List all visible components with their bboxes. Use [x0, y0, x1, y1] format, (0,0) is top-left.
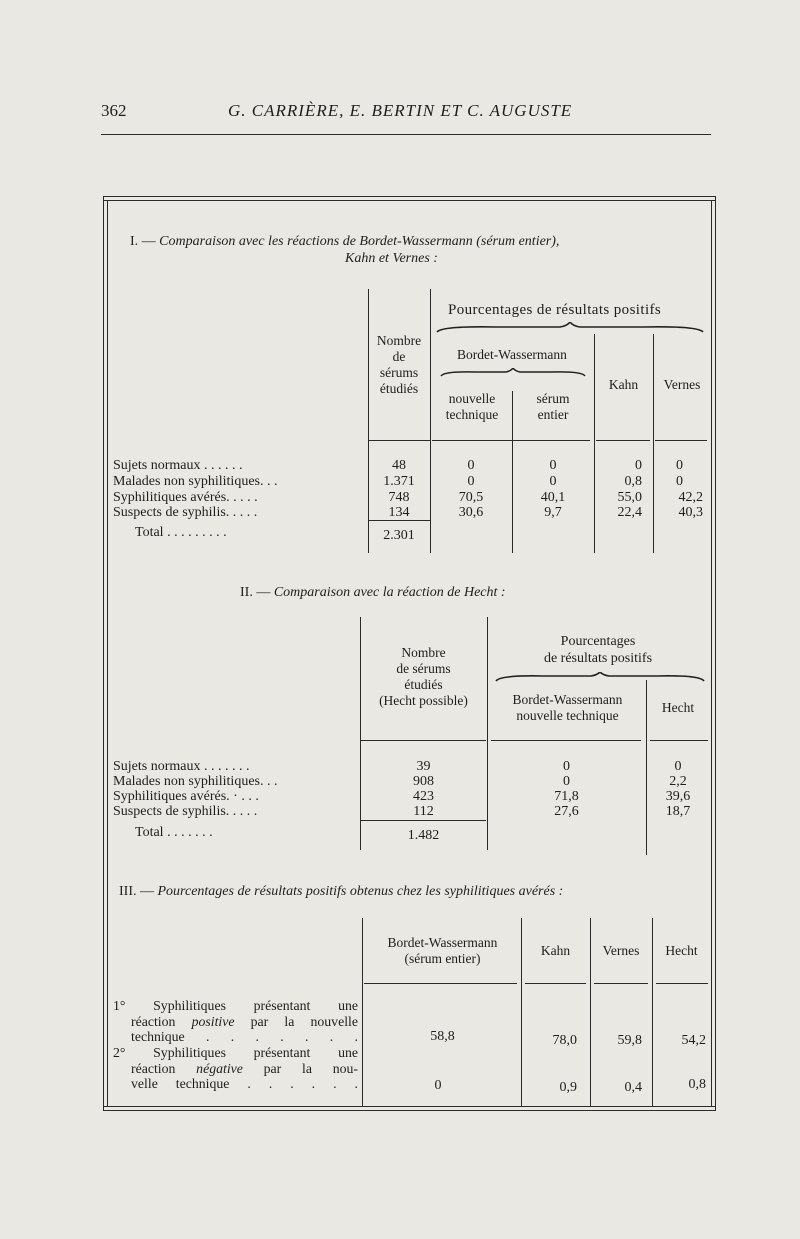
brace-percentages: [436, 322, 704, 334]
t3-row2-label: 2° Syphilitiques présentant une réaction négative par la nou- velle technique . . . . . .: [113, 1045, 358, 1091]
t3-col-kahn: Kahn: [540, 943, 571, 958]
t2-col-hecht: Hecht: [661, 700, 695, 715]
t1-col-bw-serum: sérum entier: [536, 391, 570, 422]
table1-title: I. — Comparaison avec les réactions de Bordet-Wassermann (sérum entier),: [130, 234, 560, 249]
t1-col-count-header: Nombre de sérums étudiés: [376, 333, 422, 396]
t1-col-kahn: Kahn: [608, 377, 639, 392]
table1-title-line2: Kahn et Vernes :: [345, 251, 438, 266]
brace-bordet-wassermann: [440, 368, 586, 378]
t3-row1-label: 1° Syphilitiques présentant une réaction positive par la nouvelle technique . . . . . . .: [113, 998, 358, 1044]
t3-col-hecht: Hecht: [665, 943, 698, 958]
t1-bw-header: Bordet-Wassermann: [457, 347, 567, 362]
table2-title: II. — Comparaison avec la réaction de Hecht :: [240, 585, 506, 600]
t2-col-count-header: Nombre de sérums étudiés (Hecht possible): [379, 645, 468, 708]
t3-col-vernes: Vernes: [602, 943, 640, 958]
t3-col-bw: Bordet-Wassermann (sérum entier): [387, 935, 498, 966]
t1-group-header: Pourcentages de résultats positifs: [448, 302, 662, 318]
t2-group-header: Pourcentages de résultats positifs: [543, 634, 653, 666]
table3-title: III. — Pourcentages de résultats positifs obtenus chez les syphilitiques avérés :: [119, 884, 564, 899]
page-number: 362: [101, 101, 127, 120]
t1-col-vernes: Vernes: [663, 377, 701, 392]
brace-percentages-2: [495, 672, 705, 683]
header-rule: [101, 134, 711, 135]
t1-col-bw-new: nouvelle technique: [445, 391, 499, 422]
running-title: G. CARRIÈRE, E. BERTIN ET C. AUGUSTE: [228, 101, 573, 120]
t2-col-bw: Bordet-Wassermann nouvelle technique: [512, 692, 623, 723]
